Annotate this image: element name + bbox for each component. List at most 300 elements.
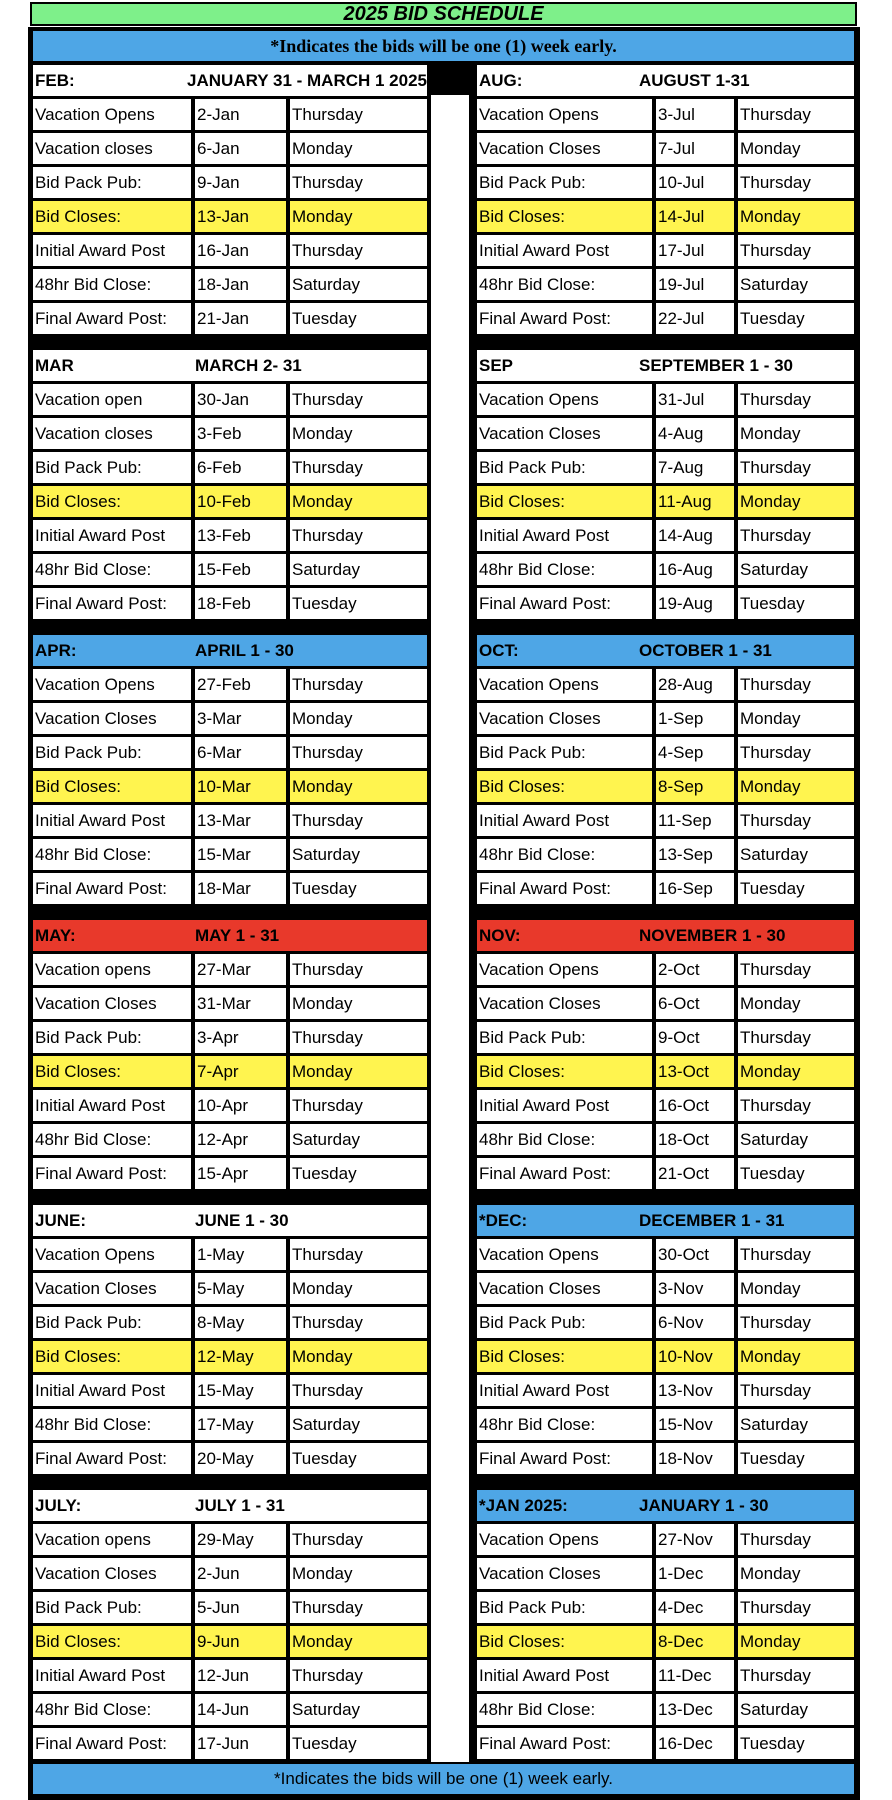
schedule-row: [477, 1728, 854, 1759]
event-date: 15-Nov: [656, 1409, 734, 1440]
month-date-range: JULY 1 - 31: [195, 1495, 285, 1515]
schedule-row: [477, 1158, 854, 1189]
event-weekday: Monday: [738, 1273, 854, 1304]
schedule-row: [33, 452, 427, 483]
event-weekday: Monday: [290, 418, 427, 449]
event-date: 27-Nov: [656, 1524, 734, 1555]
event-weekday: Thursday: [738, 1524, 854, 1555]
event-date: 7-Jul: [656, 133, 734, 164]
month-section: [33, 1490, 427, 1759]
event-weekday: Thursday: [290, 737, 427, 768]
event-date: 5-May: [195, 1273, 286, 1304]
month-label: OCT:: [479, 640, 519, 660]
event-name: Initial Award Post: [33, 235, 191, 266]
event-date: 28-Aug: [656, 669, 734, 700]
event-name: Bid Closes:: [33, 771, 191, 802]
schedule-row: [477, 133, 854, 164]
month-date-range: JANUARY 31 - MARCH 1 2025: [187, 70, 427, 90]
event-name: Vacation Opens: [33, 669, 191, 700]
schedule-row: [33, 1158, 427, 1189]
event-weekday: Tuesday: [738, 303, 854, 334]
schedule-row: [477, 1090, 854, 1121]
event-date: 9-Oct: [656, 1022, 734, 1053]
month-section: [477, 65, 854, 334]
event-weekday: Saturday: [290, 1409, 427, 1440]
event-date: 12-Apr: [195, 1124, 286, 1155]
event-weekday: Tuesday: [290, 303, 427, 334]
bid-closes-row: [477, 1626, 854, 1657]
schedule-row: [477, 737, 854, 768]
event-weekday: Saturday: [290, 269, 427, 300]
schedule-row: [33, 588, 427, 619]
month-section: [477, 1490, 854, 1759]
event-name: Vacation Opens: [477, 99, 652, 130]
event-name: Bid Pack Pub:: [477, 1592, 652, 1623]
schedule-row: [477, 1694, 854, 1725]
event-weekday: Saturday: [290, 1124, 427, 1155]
event-weekday: Monday: [738, 771, 854, 802]
event-name: Vacation Opens: [33, 99, 191, 130]
event-name: Bid Pack Pub:: [33, 1592, 191, 1623]
schedule-row: [33, 1375, 427, 1406]
month-date-range: NOVEMBER 1 - 30: [639, 925, 786, 945]
event-date: 31-Mar: [195, 988, 286, 1019]
event-date: 6-Mar: [195, 737, 286, 768]
event-weekday: Thursday: [290, 452, 427, 483]
event-date: 17-Jun: [195, 1728, 286, 1759]
early-bid-note-top: *Indicates the bids will be one (1) week early.: [33, 31, 854, 61]
event-name: 48hr Bid Close:: [33, 554, 191, 585]
schedule-row: [477, 384, 854, 415]
event-weekday: Thursday: [738, 520, 854, 551]
event-weekday: Thursday: [290, 954, 427, 985]
event-name: 48hr Bid Close:: [477, 839, 652, 870]
month-header: [33, 635, 427, 666]
event-weekday: Monday: [290, 201, 427, 232]
event-date: 2-Jun: [195, 1558, 286, 1589]
event-name: Bid Closes:: [33, 201, 191, 232]
event-name: Bid Closes:: [477, 1056, 652, 1087]
schedule-row: [33, 1728, 427, 1759]
event-date: 16-Aug: [656, 554, 734, 585]
schedule-row: [33, 235, 427, 266]
bid-closes-row: [477, 771, 854, 802]
bid-closes-row: [33, 201, 427, 232]
event-weekday: Thursday: [738, 954, 854, 985]
schedule-row: [33, 1409, 427, 1440]
event-weekday: Saturday: [738, 1694, 854, 1725]
event-date: 7-Apr: [195, 1056, 286, 1087]
event-weekday: Thursday: [290, 1660, 427, 1691]
month-date-range: MARCH 2- 31: [195, 355, 302, 375]
event-weekday: Thursday: [290, 235, 427, 266]
schedule-row: [477, 235, 854, 266]
event-name: Final Award Post:: [33, 1728, 191, 1759]
event-weekday: Thursday: [738, 1239, 854, 1270]
event-date: 14-Aug: [656, 520, 734, 551]
event-weekday: Thursday: [290, 520, 427, 551]
bid-closes-row: [33, 1626, 427, 1657]
event-name: Vacation Closes: [477, 703, 652, 734]
event-date: 3-Mar: [195, 703, 286, 734]
event-date: 21-Jan: [195, 303, 286, 334]
schedule-row: [33, 737, 427, 768]
event-date: 30-Oct: [656, 1239, 734, 1270]
event-name: 48hr Bid Close:: [477, 1409, 652, 1440]
schedule-row: [33, 99, 427, 130]
event-name: Initial Award Post: [33, 805, 191, 836]
event-weekday: Monday: [290, 771, 427, 802]
schedule-row: [33, 805, 427, 836]
month-header: [477, 635, 854, 666]
event-date: 13-Oct: [656, 1056, 734, 1087]
schedule-row: [477, 452, 854, 483]
event-name: Initial Award Post: [33, 1660, 191, 1691]
schedule-row: [477, 1273, 854, 1304]
event-weekday: Saturday: [738, 1409, 854, 1440]
event-name: Initial Award Post: [33, 520, 191, 551]
event-date: 8-Sep: [656, 771, 734, 802]
schedule-row: [33, 418, 427, 449]
schedule-row: [477, 1558, 854, 1589]
month-section: [33, 350, 427, 619]
event-name: Vacation Opens: [477, 954, 652, 985]
event-weekday: Tuesday: [290, 1443, 427, 1474]
event-name: Vacation open: [33, 384, 191, 415]
event-weekday: Thursday: [738, 452, 854, 483]
event-name: Vacation Closes: [477, 418, 652, 449]
event-date: 4-Dec: [656, 1592, 734, 1623]
month-header: [477, 65, 854, 96]
schedule-row: [477, 1660, 854, 1691]
event-date: 2-Jan: [195, 99, 286, 130]
month-label: *JAN 2025:: [479, 1495, 568, 1515]
schedule-row: [477, 703, 854, 734]
event-name: Vacation opens: [33, 1524, 191, 1555]
event-weekday: Thursday: [738, 167, 854, 198]
event-weekday: Thursday: [738, 1375, 854, 1406]
event-weekday: Monday: [738, 133, 854, 164]
bid-closes-row: [33, 486, 427, 517]
schedule-row: [477, 839, 854, 870]
schedule-row: [33, 303, 427, 334]
schedule-row: [477, 167, 854, 198]
event-weekday: Monday: [290, 703, 427, 734]
schedule-row: [477, 1307, 854, 1338]
event-date: 3-Apr: [195, 1022, 286, 1053]
schedule-row: [477, 1022, 854, 1053]
event-weekday: Thursday: [290, 1239, 427, 1270]
month-date-range: AUGUST 1-31: [639, 70, 750, 90]
event-name: Final Award Post:: [477, 1728, 652, 1759]
event-date: 8-Dec: [656, 1626, 734, 1657]
event-date: 10-Apr: [195, 1090, 286, 1121]
event-weekday: Monday: [290, 1558, 427, 1589]
event-date: 19-Jul: [656, 269, 734, 300]
event-name: Final Award Post:: [33, 873, 191, 904]
event-date: 18-Oct: [656, 1124, 734, 1155]
event-weekday: Thursday: [290, 1524, 427, 1555]
event-name: Vacation closes: [33, 133, 191, 164]
event-name: Final Award Post:: [477, 873, 652, 904]
event-weekday: Thursday: [290, 99, 427, 130]
month-header: [477, 920, 854, 951]
event-date: 1-Sep: [656, 703, 734, 734]
event-weekday: Thursday: [290, 1022, 427, 1053]
schedule-row: [33, 669, 427, 700]
event-date: 27-Mar: [195, 954, 286, 985]
event-name: Final Award Post:: [477, 1443, 652, 1474]
event-weekday: Thursday: [738, 384, 854, 415]
event-date: 22-Jul: [656, 303, 734, 334]
month-label: FEB:: [35, 70, 75, 90]
month-section: [477, 920, 854, 1189]
event-weekday: Thursday: [738, 805, 854, 836]
event-weekday: Thursday: [738, 737, 854, 768]
event-name: 48hr Bid Close:: [477, 1694, 652, 1725]
event-date: 30-Jan: [195, 384, 286, 415]
month-header: [477, 1205, 854, 1236]
event-name: Bid Closes:: [33, 486, 191, 517]
event-name: Bid Closes:: [33, 1341, 191, 1372]
event-name: Bid Closes:: [33, 1056, 191, 1087]
event-weekday: Monday: [738, 1626, 854, 1657]
schedule-row: [477, 1375, 854, 1406]
schedule-row: [33, 520, 427, 551]
month-date-range: JANUARY 1 - 30: [639, 1495, 769, 1515]
event-name: Vacation Opens: [477, 1524, 652, 1555]
event-name: Bid Closes:: [477, 486, 652, 517]
schedule-row: [33, 554, 427, 585]
event-weekday: Thursday: [290, 1592, 427, 1623]
event-name: Vacation Opens: [477, 669, 652, 700]
right-schedule-column: [477, 65, 854, 1762]
schedule-row: [33, 1273, 427, 1304]
event-name: Bid Closes:: [477, 1626, 652, 1657]
event-date: 18-Jan: [195, 269, 286, 300]
event-weekday: Monday: [738, 1558, 854, 1589]
schedule-row: [477, 988, 854, 1019]
column-divider: [431, 95, 469, 1762]
event-weekday: Thursday: [290, 384, 427, 415]
schedule-row: [33, 1443, 427, 1474]
month-label: JULY:: [35, 1495, 82, 1515]
schedule-row: [33, 1592, 427, 1623]
month-section: [477, 635, 854, 904]
event-date: 15-Apr: [195, 1158, 286, 1189]
month-date-range: APRIL 1 - 30: [195, 640, 294, 660]
event-name: Vacation Closes: [33, 988, 191, 1019]
bid-closes-row: [33, 771, 427, 802]
event-date: 15-Mar: [195, 839, 286, 870]
month-label: MAR: [35, 355, 74, 375]
event-weekday: Thursday: [290, 1090, 427, 1121]
event-date: 14-Jul: [656, 201, 734, 232]
event-weekday: Monday: [738, 486, 854, 517]
event-date: 10-Jul: [656, 167, 734, 198]
event-name: Vacation closes: [33, 418, 191, 449]
event-date: 15-May: [195, 1375, 286, 1406]
event-date: 6-Oct: [656, 988, 734, 1019]
schedule-row: [477, 554, 854, 585]
schedule-row: [33, 703, 427, 734]
bid-closes-row: [33, 1341, 427, 1372]
month-date-range: MAY 1 - 31: [195, 925, 280, 945]
event-name: Bid Pack Pub:: [477, 452, 652, 483]
schedule-row: [33, 384, 427, 415]
event-weekday: Thursday: [738, 1592, 854, 1623]
month-label: *DEC:: [479, 1210, 528, 1230]
document-title: 2025 BID SCHEDULE: [30, 2, 857, 26]
event-weekday: Tuesday: [738, 1443, 854, 1474]
event-weekday: Monday: [290, 1273, 427, 1304]
bid-closes-row: [477, 1341, 854, 1372]
event-date: 13-Feb: [195, 520, 286, 551]
schedule-row: [477, 1124, 854, 1155]
month-date-range: DECEMBER 1 - 31: [639, 1210, 785, 1230]
event-weekday: Monday: [290, 133, 427, 164]
event-date: 12-May: [195, 1341, 286, 1372]
event-date: 13-Dec: [656, 1694, 734, 1725]
event-weekday: Tuesday: [290, 1158, 427, 1189]
event-date: 16-Sep: [656, 873, 734, 904]
event-date: 18-Nov: [656, 1443, 734, 1474]
schedule-row: [477, 1592, 854, 1623]
event-date: 18-Feb: [195, 588, 286, 619]
event-name: Initial Award Post: [33, 1375, 191, 1406]
event-weekday: Thursday: [738, 1090, 854, 1121]
schedule-row: [477, 1443, 854, 1474]
event-name: Bid Pack Pub:: [33, 1022, 191, 1053]
month-label: SEP: [479, 355, 514, 375]
schedule-row: [33, 1090, 427, 1121]
event-weekday: Thursday: [738, 669, 854, 700]
event-name: Initial Award Post: [477, 1090, 652, 1121]
event-date: 10-Nov: [656, 1341, 734, 1372]
event-name: Initial Award Post: [477, 805, 652, 836]
event-date: 9-Jan: [195, 167, 286, 198]
event-name: Bid Closes:: [477, 771, 652, 802]
event-name: Bid Pack Pub:: [33, 737, 191, 768]
event-name: 48hr Bid Close:: [33, 1124, 191, 1155]
month-label: MAY:: [35, 925, 76, 945]
schedule-row: [477, 520, 854, 551]
event-name: Initial Award Post: [477, 235, 652, 266]
event-date: 15-Feb: [195, 554, 286, 585]
event-name: Vacation Closes: [477, 133, 652, 164]
event-weekday: Tuesday: [290, 873, 427, 904]
schedule-row: [477, 1239, 854, 1270]
event-date: 10-Feb: [195, 486, 286, 517]
event-date: 11-Aug: [656, 486, 734, 517]
event-date: 2-Oct: [656, 954, 734, 985]
event-name: Final Award Post:: [33, 1443, 191, 1474]
schedule-row: [477, 873, 854, 904]
schedule-row: [33, 1239, 427, 1270]
event-weekday: Thursday: [290, 1307, 427, 1338]
event-weekday: Monday: [290, 1056, 427, 1087]
month-header: [477, 350, 854, 381]
event-name: Vacation opens: [33, 954, 191, 985]
month-label: NOV:: [479, 925, 521, 945]
month-section: [33, 1205, 427, 1474]
event-date: 10-Mar: [195, 771, 286, 802]
event-name: Vacation Closes: [477, 1558, 652, 1589]
schedule-row: [477, 99, 854, 130]
event-weekday: Saturday: [290, 1694, 427, 1725]
event-name: 48hr Bid Close:: [477, 269, 652, 300]
event-date: 6-Nov: [656, 1307, 734, 1338]
schedule-row: [33, 1524, 427, 1555]
event-name: 48hr Bid Close:: [33, 269, 191, 300]
schedule-row: [33, 873, 427, 904]
bid-closes-row: [477, 486, 854, 517]
event-name: Final Award Post:: [33, 1158, 191, 1189]
event-name: Final Award Post:: [33, 303, 191, 334]
event-date: 31-Jul: [656, 384, 734, 415]
bid-closes-row: [477, 1056, 854, 1087]
event-name: Final Award Post:: [33, 588, 191, 619]
schedule-row: [33, 839, 427, 870]
event-weekday: Saturday: [738, 554, 854, 585]
event-name: Bid Pack Pub:: [33, 1307, 191, 1338]
schedule-row: [477, 1524, 854, 1555]
event-name: Initial Award Post: [477, 1660, 652, 1691]
event-weekday: Thursday: [738, 99, 854, 130]
event-weekday: Monday: [290, 1341, 427, 1372]
month-label: APR:: [35, 640, 77, 660]
schedule-row: [477, 588, 854, 619]
event-name: Vacation Opens: [477, 1239, 652, 1270]
event-date: 27-Feb: [195, 669, 286, 700]
month-section: [33, 635, 427, 904]
event-date: 9-Jun: [195, 1626, 286, 1657]
event-name: Final Award Post:: [477, 303, 652, 334]
event-date: 3-Nov: [656, 1273, 734, 1304]
bid-closes-row: [33, 1056, 427, 1087]
month-header: [33, 920, 427, 951]
event-name: Bid Pack Pub:: [477, 1022, 652, 1053]
event-date: 13-Jan: [195, 201, 286, 232]
event-weekday: Monday: [290, 486, 427, 517]
event-name: Vacation Closes: [477, 1273, 652, 1304]
event-weekday: Thursday: [290, 805, 427, 836]
event-name: 48hr Bid Close:: [33, 1694, 191, 1725]
schedule-row: [477, 954, 854, 985]
event-date: 18-Mar: [195, 873, 286, 904]
event-weekday: Saturday: [738, 1124, 854, 1155]
schedule-row: [477, 669, 854, 700]
event-name: Bid Closes:: [477, 1341, 652, 1372]
event-date: 29-May: [195, 1524, 286, 1555]
month-date-range: SEPTEMBER 1 - 30: [639, 355, 793, 375]
event-date: 4-Sep: [656, 737, 734, 768]
schedule-row: [33, 1124, 427, 1155]
month-header: [33, 65, 427, 96]
month-section: [33, 65, 427, 334]
event-weekday: Tuesday: [738, 1158, 854, 1189]
event-date: 12-Jun: [195, 1660, 286, 1691]
event-name: Bid Pack Pub:: [477, 1307, 652, 1338]
event-weekday: Saturday: [290, 839, 427, 870]
event-name: Vacation Closes: [33, 1558, 191, 1589]
event-date: 13-Sep: [656, 839, 734, 870]
month-date-range: JUNE 1 - 30: [195, 1210, 289, 1230]
event-weekday: Monday: [738, 201, 854, 232]
event-name: Initial Award Post: [477, 1375, 652, 1406]
event-date: 6-Jan: [195, 133, 286, 164]
event-weekday: Thursday: [738, 235, 854, 266]
